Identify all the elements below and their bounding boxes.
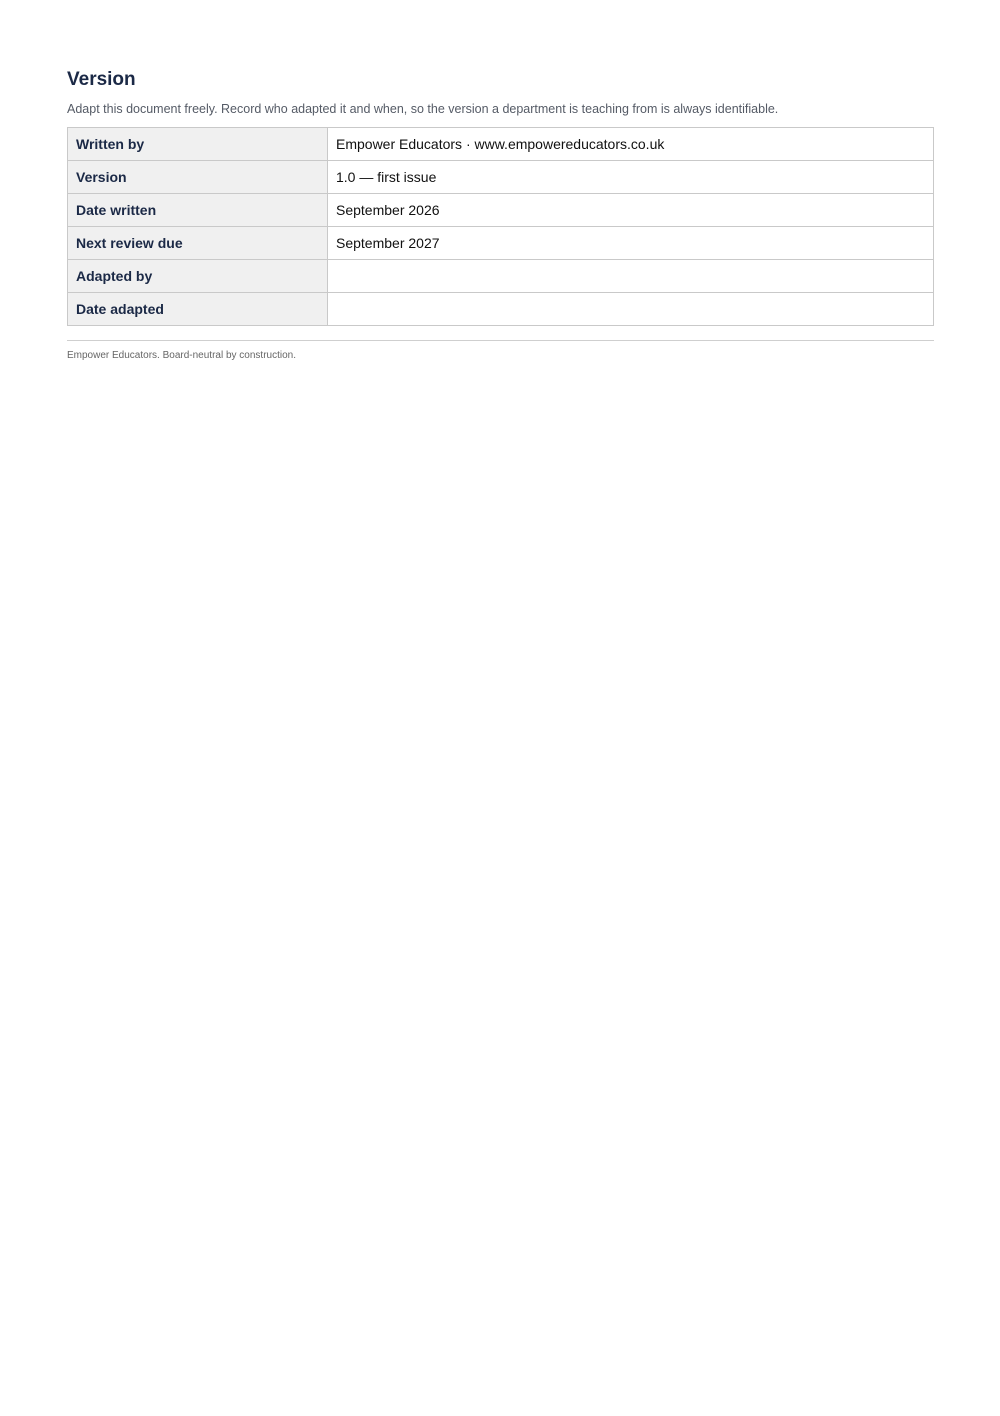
section-title: Version bbox=[67, 69, 136, 90]
row-value-date-written: September 2026 bbox=[328, 194, 934, 227]
row-label-adapted-by: Adapted by bbox=[68, 260, 328, 293]
row-label-date-adapted: Date adapted bbox=[68, 293, 328, 326]
row-value-next-review-due: September 2027 bbox=[328, 227, 934, 260]
row-value-written-by: Empower Educators · www.empowereducators.co.uk bbox=[328, 128, 934, 161]
table-row bbox=[68, 227, 934, 260]
table-row bbox=[68, 128, 934, 161]
row-label-version: Version bbox=[68, 161, 328, 194]
row-value-adapted-by bbox=[328, 260, 934, 293]
footer-text: Empower Educators. Board-neutral by construction. bbox=[67, 350, 296, 361]
row-value-version: 1.0 — first issue bbox=[328, 161, 934, 194]
table-row bbox=[68, 194, 934, 227]
row-label-written-by: Written by bbox=[68, 128, 328, 161]
row-label-date-written: Date written bbox=[68, 194, 328, 227]
row-label-next-review-due: Next review due bbox=[68, 227, 328, 260]
section-intro: Adapt this document freely. Record who adapted it and when, so the version a department is teaching from is always identifiable. bbox=[67, 102, 779, 116]
table-row bbox=[68, 260, 934, 293]
version-table bbox=[67, 127, 934, 326]
document-page bbox=[67, 68, 934, 362]
table-row bbox=[68, 161, 934, 194]
row-value-date-adapted bbox=[328, 293, 934, 326]
table-row bbox=[68, 293, 934, 326]
footer-divider bbox=[67, 340, 934, 341]
